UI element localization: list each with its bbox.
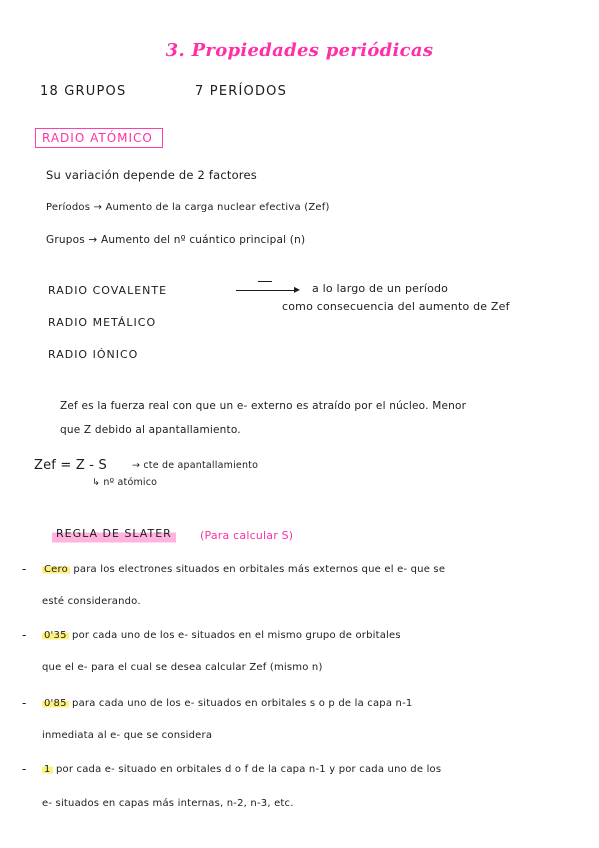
slater-heading-highlight	[52, 527, 176, 545]
bullet-3-value: 0'85	[44, 698, 67, 709]
slater-heading: REGLA DE SLATER	[56, 527, 172, 540]
zef-formula-z: ↳ nº atómico	[92, 477, 158, 488]
arrow-note-1: a lo largo de un período	[312, 282, 449, 295]
radio-line-2: Períodos → Aumento de la carga nuclear efectiva (Zef)	[46, 202, 330, 213]
arrow-note-2: como consecuencia del aumento de Zef	[282, 300, 510, 313]
zef-definition-2: que Z debido al apantallamiento.	[60, 424, 241, 436]
bullet-1-value: Cero	[44, 564, 68, 575]
periodos-label: 7 PERÍODOS	[195, 84, 288, 99]
bullet-4-text: por cada e- situado en orbitales d o f de la capa n-1 y por cada uno de los	[55, 764, 442, 775]
arrow-head-icon: ▸	[294, 282, 301, 296]
bullet-2-line-1	[42, 630, 401, 641]
radio-ionico: RADIO IÓNICO	[48, 348, 139, 361]
bullet-1-line-1	[42, 564, 445, 575]
bullet-2-value: 0'35	[44, 630, 67, 641]
arrow-bar	[258, 281, 272, 282]
radio-covalente: RADIO COVALENTE	[48, 284, 168, 297]
bullet-dash: -	[22, 762, 27, 776]
radio-line-1: Su variación depende de 2 factores	[46, 168, 257, 182]
bullet-1-line-2: esté considerando.	[42, 596, 141, 607]
bullet-3-line-2: inmediata al e- que se considera	[42, 730, 213, 741]
bullet-4-value: 1	[44, 764, 51, 775]
zef-formula-s: → cte de apantallamiento	[132, 460, 259, 471]
bullet-2-text: por cada uno de los e- situados en el mismo grupo de orbitales	[72, 630, 401, 641]
radio-metalico: RADIO METÁLICO	[48, 316, 157, 329]
slater-subtitle: (Para calcular S)	[200, 529, 294, 542]
radio-atomico-heading: RADIO ATÓMICO	[42, 131, 153, 145]
bullet-dash: -	[22, 562, 27, 576]
zef-formula: Zef = Z - S	[34, 458, 107, 473]
bullet-dash: -	[22, 628, 27, 642]
zef-definition-1: Zef es la fuerza real con que un e- externo es atraído por el núcleo. Menor	[60, 400, 467, 412]
bullet-1-text: para los electrones situados en orbitales más externos que el e- que se	[73, 564, 446, 575]
radio-atomico-box	[35, 128, 163, 148]
bullet-4-line-1	[42, 764, 441, 775]
bullet-dash: -	[22, 696, 27, 710]
bullet-4-line-2: e- situados en capas más internas, n-2, n-3, etc.	[42, 798, 294, 809]
bullet-3-line-1	[42, 698, 412, 709]
arrow-line	[236, 290, 296, 291]
page-title: 3. Propiedades periódicas	[165, 40, 434, 61]
bullet-2-line-2: que el e- para el cual se desea calcular Zef (mismo n)	[42, 662, 323, 673]
radio-line-3: Grupos → Aumento del nº cuántico principal (n)	[46, 234, 306, 246]
bullet-3-text: para cada uno de los e- situados en orbitales s o p de la capa n-1	[72, 698, 413, 709]
grupos-label: 18 GRUPOS	[40, 84, 127, 99]
